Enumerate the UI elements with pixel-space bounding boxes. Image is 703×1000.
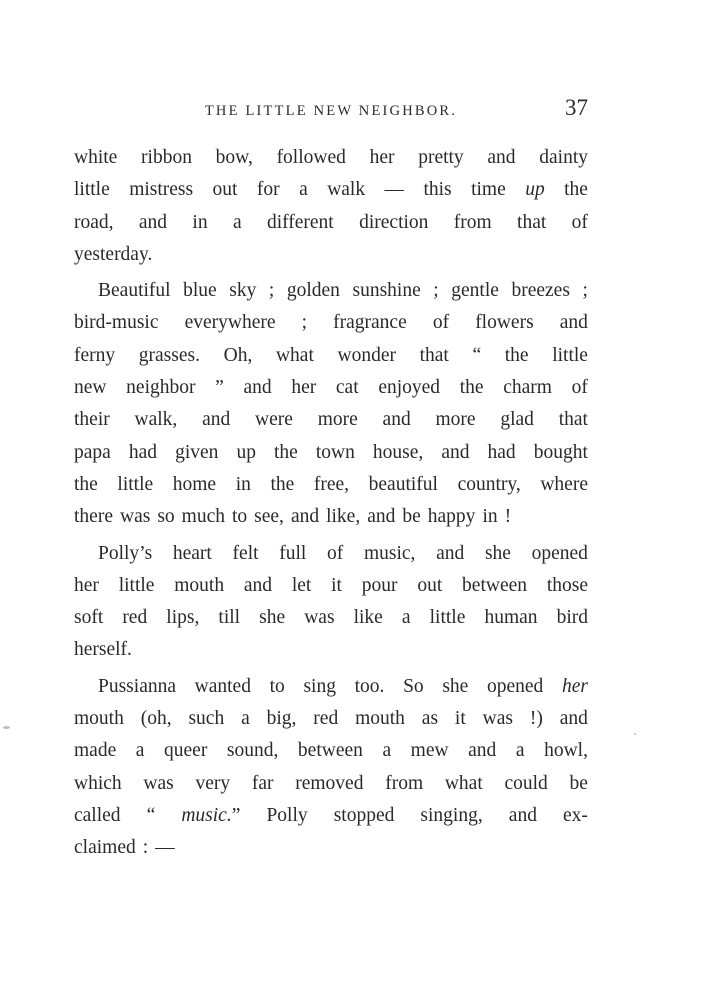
text-line: her little mouth and let it pour out between those (74, 574, 588, 596)
text-line: which was very far removed from what could be (74, 772, 588, 794)
text-line: white ribbon bow, followed her pretty and dainty (74, 147, 588, 168)
text-line: made a queer sound, between a mew and a howl, (74, 740, 588, 762)
text-line: ferny grasses. Oh, what wonder that “ the little (74, 344, 588, 366)
paragraph (74, 671, 588, 865)
text-line: there was so much to see, and like, and be happy in ! (74, 506, 512, 528)
text-line: new neighbor ” and her cat enjoyed the charm of (74, 377, 588, 399)
chapter-title: THE LITTLE NEW NEIGHBOR. (204, 103, 458, 119)
text-line: little mistress out for a walk — this time up the (74, 179, 588, 201)
text-line: their walk, and were more and more glad that (74, 409, 588, 431)
paragraph (74, 538, 588, 667)
text-line: claimed : — (74, 837, 175, 859)
page-number: 37 (565, 95, 588, 120)
text-line: the little home in the free, beautiful country, where (74, 473, 588, 495)
text-line: mouth (oh, such a big, red mouth as it was !) and (74, 708, 588, 730)
paper-speck (634, 733, 636, 735)
running-head (74, 95, 588, 125)
text-line: Beautiful blue sky ; golden sunshine ; gentle breezes ; (98, 280, 588, 302)
text-line: yesterday. (74, 243, 153, 265)
text-line: soft red lips, till she was like a little human bird (74, 607, 588, 629)
text-line: papa had given up the town house, and had bought (74, 441, 588, 463)
paper-speck (3, 726, 10, 729)
text-line: Pussianna wanted to sing too. So she opened her (98, 675, 588, 697)
text-line: bird-music everywhere ; fragrance of flowers and (74, 312, 588, 334)
paragraph (74, 275, 588, 533)
text-line: called “ music.” Polly stopped singing, and ex- (74, 804, 588, 826)
text-line: herself. (74, 639, 132, 661)
paragraph (74, 142, 588, 271)
text-line: Polly’s heart felt full of music, and she opened (98, 542, 588, 564)
text-line: road, and in a different direction from that of (74, 211, 588, 233)
body-text (74, 142, 588, 869)
